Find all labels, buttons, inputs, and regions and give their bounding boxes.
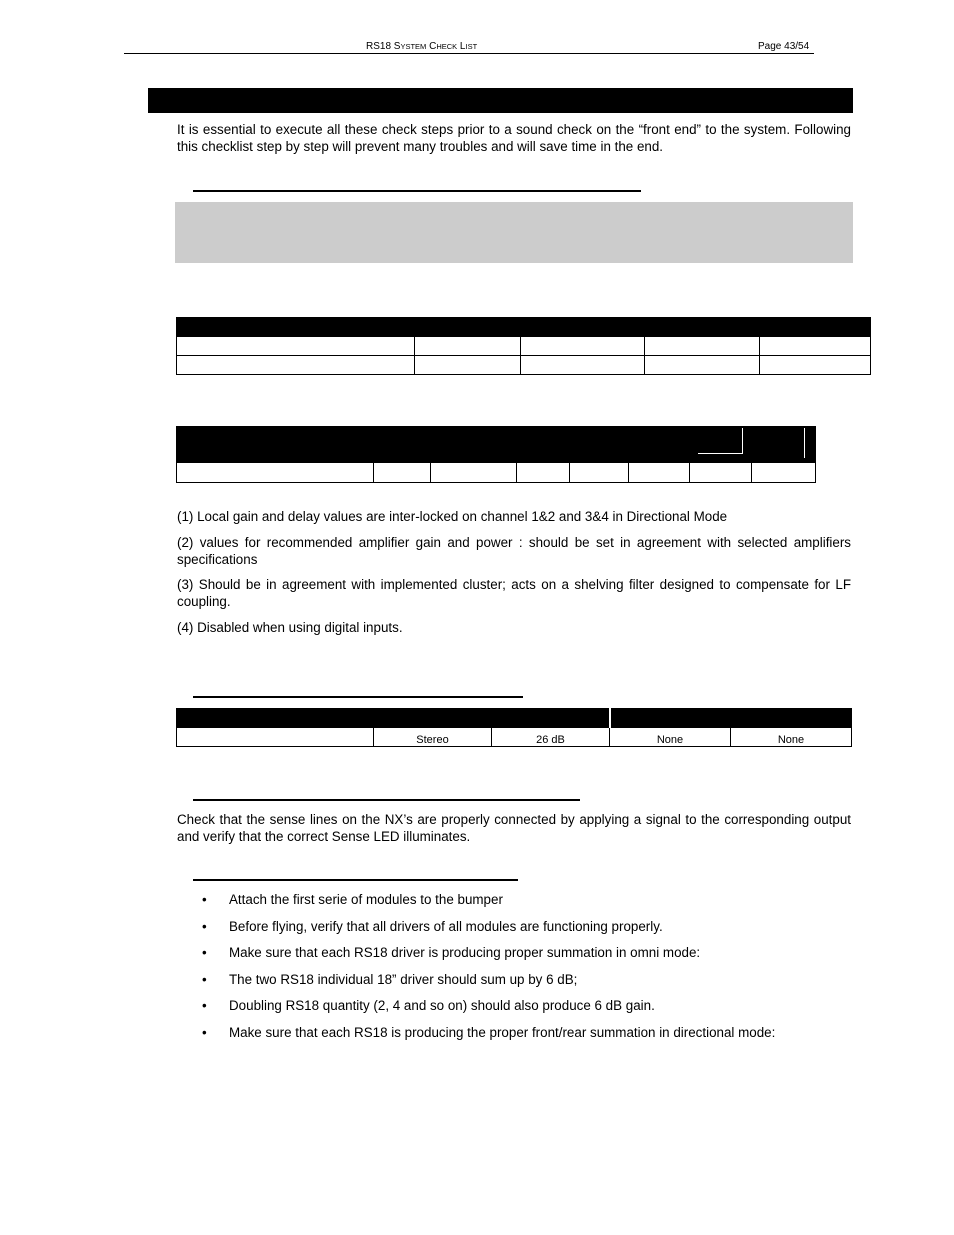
table-cell — [415, 337, 521, 356]
header-cell — [177, 427, 374, 463]
table-cell — [760, 356, 871, 375]
list-item-text: Make sure that each RS18 driver is producing proper summation in omni mode: — [229, 945, 701, 961]
section-heading-band — [148, 88, 853, 113]
header-cell — [517, 427, 570, 463]
note-box — [175, 202, 853, 263]
header-divider-mark — [804, 428, 805, 458]
sense-check-paragraph: Check that the sense lines on the NX’s are properly connected by applying a signal to the corresponding output and verify that the correct Sense LED illuminates. — [177, 812, 851, 844]
settings-table-a — [176, 317, 871, 375]
table-cell — [177, 728, 374, 747]
list-item — [200, 970, 860, 997]
footnote-2: (2) values for recommended amplifier gain and power : should be set in agreement with selected amplifiers specifications — [177, 535, 851, 567]
subheading-rule-3 — [193, 799, 580, 801]
table-cell: None — [610, 728, 731, 747]
table-header-row — [177, 318, 871, 337]
header-cell — [760, 318, 871, 337]
table-cell — [752, 463, 816, 483]
footnote-3: (3) Should be in agreement with implemented cluster; acts on a shelving filter designed to compensate for LF coupling. — [177, 577, 851, 609]
table-cell — [374, 463, 431, 483]
table-cell — [570, 463, 629, 483]
footnote-1: (1) Local gain and delay values are inter-locked on channel 1&2 and 3&4 in Directional Mode — [177, 509, 728, 524]
header-cell — [610, 709, 852, 728]
list-item — [200, 1023, 860, 1050]
table-cell — [415, 356, 521, 375]
list-item — [200, 943, 860, 970]
list-item-text: Make sure that each RS18 is producing the proper front/rear summation in directional mode: — [229, 1024, 776, 1040]
list-item — [200, 890, 860, 917]
procedure-bullet-list — [200, 890, 860, 1050]
header-cell — [645, 318, 760, 337]
running-header-title: RS18 SYSTEM CHECK LIST — [366, 41, 478, 52]
list-item-text: Before flying, verify that all drivers of all modules are functioning properly. — [229, 918, 663, 934]
header-cell — [177, 318, 415, 337]
bullet-marker: • — [202, 945, 207, 961]
list-item-text: Attach the first serie of modules to the bumper — [229, 892, 503, 907]
bullet-marker: • — [202, 918, 207, 934]
subheading-rule-4 — [193, 879, 518, 881]
subheading-rule-1 — [193, 190, 641, 192]
input-settings-table — [176, 708, 852, 747]
header-cell — [431, 427, 517, 463]
header-cell — [521, 318, 645, 337]
bullet-marker: • — [202, 1024, 207, 1040]
bullet-marker: • — [202, 998, 207, 1014]
table-cell: Stereo — [374, 728, 492, 747]
table-cell — [521, 337, 645, 356]
table-cell — [177, 463, 374, 483]
table-cell — [177, 337, 415, 356]
list-item — [200, 917, 860, 944]
subheading-rule-2 — [193, 696, 523, 698]
list-item-text: Doubling RS18 quantity (2, 4 and so on) should also produce 6 dB gain. — [229, 998, 655, 1014]
header-cell — [374, 427, 431, 463]
table-cell — [431, 463, 517, 483]
table-header-row — [177, 709, 852, 728]
header-cell — [415, 318, 521, 337]
list-item — [200, 996, 860, 1023]
header-cell — [752, 427, 816, 463]
table-cell — [760, 337, 871, 356]
intro-paragraph: It is essential to execute all these check steps prior to a sound check on the “front end” to the system. Following this checklist step by step will prevent many troubles and will save time in the end. — [177, 122, 851, 154]
table-cell — [629, 463, 690, 483]
header-divider-mark — [698, 428, 743, 454]
table-cell — [177, 356, 415, 375]
page-number: Page 43/54 — [758, 41, 810, 52]
table-row — [177, 356, 871, 375]
table-cell — [645, 337, 760, 356]
table-row — [177, 728, 852, 747]
table-cell — [517, 463, 570, 483]
header-cell — [177, 709, 610, 728]
header-cell — [629, 427, 690, 463]
table-cell — [690, 463, 752, 483]
header-cell — [570, 427, 629, 463]
table-cell — [645, 356, 760, 375]
list-item-text: The two RS18 individual 18” driver should sum up by 6 dB; — [229, 971, 578, 987]
bullet-marker: • — [202, 892, 207, 907]
table-cell: 26 dB — [492, 728, 610, 747]
header-rule — [124, 53, 814, 54]
table-row — [177, 463, 816, 483]
table-cell: None — [731, 728, 852, 747]
bullet-marker: • — [202, 971, 207, 987]
footnote-4: (4) Disabled when using digital inputs. — [177, 620, 403, 635]
table-row — [177, 337, 871, 356]
table-cell — [521, 356, 645, 375]
